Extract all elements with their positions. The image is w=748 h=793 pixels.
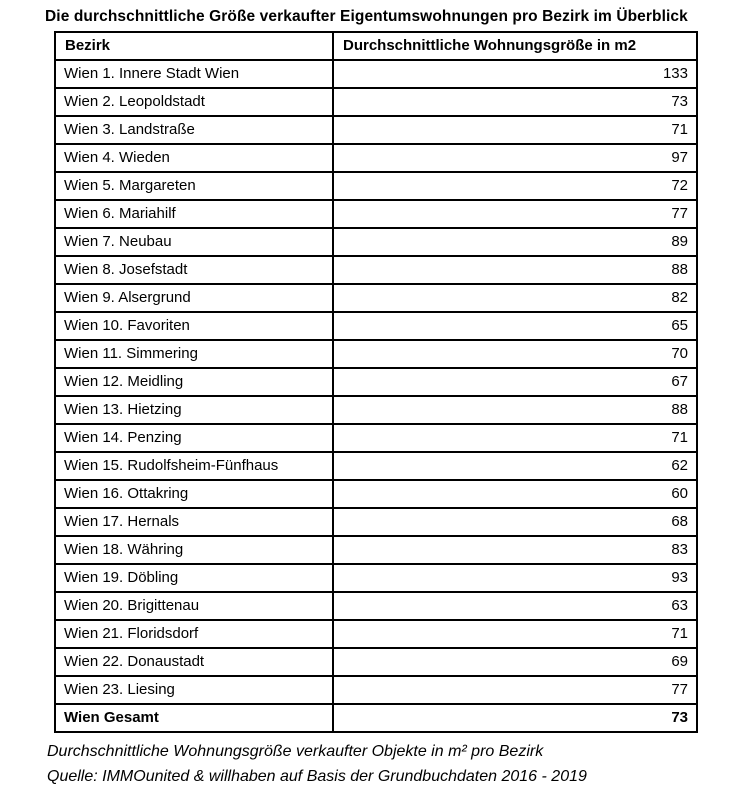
- table-row: [55, 172, 697, 200]
- bezirk-cell: Wien 16. Ottakring: [55, 480, 333, 508]
- bezirk-cell: Wien 22. Donaustadt: [55, 648, 333, 676]
- table-header-row: [55, 32, 697, 60]
- size-value-cell: 71: [333, 424, 697, 452]
- size-value-cell: 83: [333, 536, 697, 564]
- bezirk-cell: Wien 5. Margareten: [55, 172, 333, 200]
- size-value-cell: 71: [333, 620, 697, 648]
- table-body: [55, 60, 697, 704]
- size-value-cell: 82: [333, 284, 697, 312]
- bezirk-cell: Wien 18. Währing: [55, 536, 333, 564]
- table-row: [55, 312, 697, 340]
- table-row: [55, 480, 697, 508]
- size-value-cell: 89: [333, 228, 697, 256]
- table-row: [55, 452, 697, 480]
- table-row: [55, 284, 697, 312]
- table-caption: Durchschnittliche Wohnungsgröße verkaufter Objekte in m² pro Bezirk: [47, 743, 544, 760]
- bezirk-cell: Wien 9. Alsergrund: [55, 284, 333, 312]
- column-header-size: Durchschnittliche Wohnungsgröße in m2: [333, 32, 697, 60]
- table-row: [55, 592, 697, 620]
- table-row: [55, 256, 697, 284]
- size-value-cell: 73: [333, 88, 697, 116]
- bezirk-cell: Wien 7. Neubau: [55, 228, 333, 256]
- size-value-cell: 72: [333, 172, 697, 200]
- table-row: [55, 88, 697, 116]
- table-row: [55, 60, 697, 88]
- size-value-cell: 65: [333, 312, 697, 340]
- bezirk-cell: Wien 15. Rudolfsheim-Fünfhaus: [55, 452, 333, 480]
- bezirk-cell: Wien 2. Leopoldstadt: [55, 88, 333, 116]
- size-value-cell: 93: [333, 564, 697, 592]
- bezirk-cell: Wien 10. Favoriten: [55, 312, 333, 340]
- size-value-cell: 67: [333, 368, 697, 396]
- bezirk-cell: Wien 12. Meidling: [55, 368, 333, 396]
- bezirk-cell: Wien 21. Floridsdorf: [55, 620, 333, 648]
- table-row: [55, 620, 697, 648]
- bezirk-cell: Wien 11. Simmering: [55, 340, 333, 368]
- bezirk-cell: Wien 23. Liesing: [55, 676, 333, 704]
- footer-notes: [47, 740, 748, 790]
- total-label-cell: Wien Gesamt: [55, 704, 333, 732]
- table-row: [55, 144, 697, 172]
- bezirk-cell: Wien 20. Brigittenau: [55, 592, 333, 620]
- bezirk-cell: Wien 14. Penzing: [55, 424, 333, 452]
- size-value-cell: 77: [333, 676, 697, 704]
- size-value-cell: 69: [333, 648, 697, 676]
- table-row: [55, 228, 697, 256]
- column-header-bezirk: Bezirk: [55, 32, 333, 60]
- table-row: [55, 340, 697, 368]
- table-row: [55, 200, 697, 228]
- source-note: Quelle: IMMOunited & willhaben auf Basis der Grundbuchdaten 2016 - 2019: [47, 767, 587, 785]
- table-total-row: [55, 704, 697, 732]
- table-row: [55, 564, 697, 592]
- table-row: [55, 648, 697, 676]
- bezirk-cell: Wien 4. Wieden: [55, 144, 333, 172]
- table-row: [55, 536, 697, 564]
- table-row: [55, 368, 697, 396]
- size-value-cell: 63: [333, 592, 697, 620]
- bezirk-cell: Wien 13. Hietzing: [55, 396, 333, 424]
- size-value-cell: 133: [333, 60, 697, 88]
- total-value-cell: 73: [333, 704, 697, 732]
- size-value-cell: 77: [333, 200, 697, 228]
- district-size-table: [54, 31, 698, 733]
- size-value-cell: 70: [333, 340, 697, 368]
- size-value-cell: 60: [333, 480, 697, 508]
- table-row: [55, 396, 697, 424]
- size-value-cell: 68: [333, 508, 697, 536]
- page-title: Die durchschnittliche Größe verkaufter Eigentumswohnungen pro Bezirk im Überblick: [45, 8, 688, 25]
- size-value-cell: 88: [333, 396, 697, 424]
- table-row: [55, 508, 697, 536]
- table-row: [55, 116, 697, 144]
- size-value-cell: 88: [333, 256, 697, 284]
- size-value-cell: 62: [333, 452, 697, 480]
- bezirk-cell: Wien 19. Döbling: [55, 564, 333, 592]
- bezirk-cell: Wien 8. Josefstadt: [55, 256, 333, 284]
- bezirk-cell: Wien 3. Landstraße: [55, 116, 333, 144]
- bezirk-cell: Wien 6. Mariahilf: [55, 200, 333, 228]
- bezirk-cell: Wien 17. Hernals: [55, 508, 333, 536]
- bezirk-cell: Wien 1. Innere Stadt Wien: [55, 60, 333, 88]
- table-row: [55, 424, 697, 452]
- size-value-cell: 71: [333, 116, 697, 144]
- table-row: [55, 676, 697, 704]
- size-value-cell: 97: [333, 144, 697, 172]
